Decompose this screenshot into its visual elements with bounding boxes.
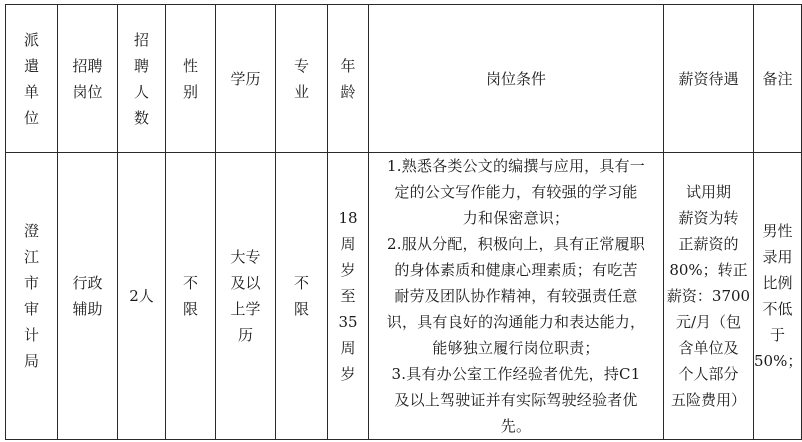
- recruitment-table: [5, 4, 802, 440]
- cell-text-line: 聘: [133, 56, 149, 75]
- cell-text-line: 薪资为转: [678, 209, 739, 227]
- cell-text-line: 澄: [23, 222, 39, 240]
- cell-text-line: 80%；转正: [669, 261, 748, 279]
- header-major: [276, 5, 328, 153]
- cell-salary: [664, 153, 754, 440]
- cell-text-line: 位: [23, 108, 39, 127]
- cell-text-line: 岗位: [72, 82, 103, 101]
- cell-text-line: 遣: [23, 56, 39, 75]
- cell-text-line: 周: [340, 235, 356, 253]
- cell-text-line: 及以上驾驶证并有实际驾驶经验者优: [394, 391, 638, 409]
- header-gender: [166, 5, 216, 153]
- cell-text-line: 限: [182, 300, 198, 318]
- cell-text-line: 18: [338, 209, 358, 227]
- cell-text-line: 招聘: [72, 56, 103, 75]
- cell-notes: [754, 153, 802, 440]
- cell-text-line: 男性: [762, 222, 793, 240]
- cell-position: [58, 153, 118, 440]
- cell-text-line: 能够独立履行岗位职责；: [432, 339, 600, 357]
- cell-text-line: 人: [133, 82, 149, 101]
- table-row: [6, 153, 802, 440]
- cell-text-line: 年: [340, 56, 356, 75]
- cell-text-line: 审: [23, 300, 39, 318]
- cell-gender: [166, 153, 216, 440]
- cell-text-line: 数: [133, 108, 149, 127]
- cell-text-line: 周: [340, 339, 356, 357]
- cell-text-line: 先。: [500, 417, 532, 435]
- header-age: [328, 5, 369, 153]
- cell-text-line: 上学: [230, 300, 261, 318]
- cell-text-line: 局: [23, 352, 39, 370]
- cell-text-line: 专: [293, 56, 309, 75]
- cell-text-line: 龄: [340, 82, 356, 101]
- cell-text-line: 识，具有良好的沟通能力和表达能力，: [386, 313, 646, 331]
- cell-text-line: 性: [182, 56, 198, 75]
- cell-text-line: 35: [338, 313, 358, 331]
- cell-text-line: 不低: [762, 300, 793, 318]
- cell-text-line: 计: [23, 326, 39, 344]
- cell-text-line: 五险费用）: [670, 391, 746, 409]
- cell-text-line: 元/月（包: [675, 313, 742, 331]
- cell-text-line: 录用: [762, 248, 793, 266]
- cell-text-line: 江: [23, 248, 39, 266]
- cell-text-line: 行政: [72, 274, 103, 292]
- cell-text-line: 招: [133, 30, 149, 49]
- cell-text-line: 单: [23, 82, 39, 101]
- cell-text-line: 岁: [340, 261, 356, 279]
- cell-text-line: 别: [182, 82, 198, 101]
- cell-text-line: 不: [182, 274, 198, 292]
- cell-text-line: 大专: [230, 248, 261, 266]
- cell-text-line: 岁: [340, 365, 356, 383]
- cell-text-line: 历: [237, 326, 253, 344]
- header-row: [6, 5, 802, 153]
- cell-text-line: 辅助: [72, 300, 103, 318]
- cell-text-line: 及以: [230, 274, 261, 292]
- cell-text-line: 比例: [762, 274, 793, 292]
- cell-text-line: 2.服从分配，积极向上，具有正常履职: [387, 235, 645, 253]
- cell-count: 2人: [118, 153, 166, 440]
- cell-text-line: 50%；: [754, 352, 802, 370]
- cell-text-line: 于: [769, 326, 785, 344]
- header-count: [118, 5, 166, 153]
- cell-unit: [6, 153, 58, 440]
- cell-text-line: 个人部分: [678, 365, 739, 383]
- cell-text-line: 3.具有办公室工作经验者优先，持C1: [391, 365, 641, 383]
- cell-text-line: 业: [293, 82, 309, 101]
- cell-text-line: 的身体素质和健康心理素质；有吃苦: [394, 261, 638, 279]
- cell-text-line: 市: [23, 274, 39, 292]
- cell-text-line: 1.熟悉各类公文的编撰与应用，具有一: [387, 157, 645, 175]
- cell-age: [328, 153, 369, 440]
- cell-text-line: 不: [293, 274, 309, 292]
- cell-major: [276, 153, 328, 440]
- header-notes: 备注: [754, 5, 802, 153]
- cell-text-line: 派: [23, 30, 39, 49]
- cell-text-line: 限: [293, 300, 309, 318]
- cell-text-line: 耐劳及团队协作精神，有较强责任意: [394, 287, 638, 305]
- cell-text-line: 正薪资的: [678, 235, 739, 253]
- cell-text-line: 定的公文写作能力，有较强的学习能: [394, 183, 638, 201]
- cell-education: [216, 153, 276, 440]
- cell-text-line: 薪资：3700: [666, 287, 751, 305]
- header-salary: 薪资待遇: [664, 5, 754, 153]
- header-conditions: 岗位条件: [369, 5, 664, 153]
- cell-text-line: 力和保密意识；: [462, 209, 570, 227]
- cell-conditions: [369, 153, 664, 440]
- cell-text-line: 含单位及: [678, 339, 739, 357]
- cell-text-line: 至: [340, 287, 356, 305]
- cell-text-line: 试用期: [685, 183, 731, 201]
- header-position: [58, 5, 118, 153]
- header-education: 学历: [216, 5, 276, 153]
- header-unit: [6, 5, 58, 153]
